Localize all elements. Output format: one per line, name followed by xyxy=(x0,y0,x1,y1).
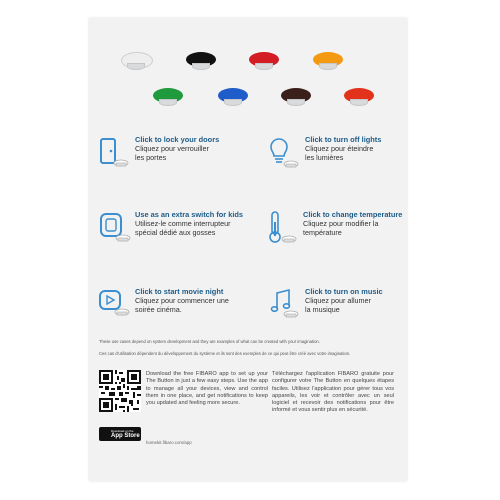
download-text-fr: Téléchargez l'application FIBARO gratuite pour configurer votre The Button en quelques étapes faciles. Utilisez l'application pour gérer tous vos appareils, les voir et contrôler avec un seul logiciel et recevoir des notifications pour être informé et vous sentir plus en sécurité. xyxy=(272,371,394,414)
feature-title: Use as an extra switch for kids xyxy=(135,210,244,219)
lightbulb-icon xyxy=(269,135,303,175)
button-base xyxy=(127,63,145,70)
feature-description: Cliquez pour allumer la musique xyxy=(305,296,371,314)
button-green xyxy=(153,88,183,108)
feature-title: Click to turn off lights xyxy=(305,135,382,144)
switch-icon xyxy=(99,210,133,250)
feature-title: Click to change temperature xyxy=(303,210,403,219)
button-white xyxy=(121,52,151,72)
button-base xyxy=(319,63,337,70)
qr-code[interactable] xyxy=(99,370,141,412)
door-icon xyxy=(99,135,133,175)
button-base xyxy=(350,99,368,106)
button-base xyxy=(224,99,242,106)
feature-description: Cliquez pour commencer une soirée cinéma. xyxy=(135,296,229,314)
disclaimer-fr: Ces cas d'utilisation dépendent du développement du système et ils sont des exemples de ce qui peut être créé avec votre imagination. xyxy=(99,351,351,356)
feature-description: Cliquez pour éteindre les lumières xyxy=(305,144,374,162)
feature-description: Cliquez pour verrouiller les portes xyxy=(135,144,209,162)
feature-description: Utilisez-le comme interrupteur spécial dédié aux gosses xyxy=(135,219,231,237)
button-black xyxy=(186,52,216,72)
button-base xyxy=(192,63,210,70)
feature-title: Click to lock your doors xyxy=(135,135,220,144)
app-store-label: App Store xyxy=(111,433,140,439)
button-red xyxy=(249,52,279,72)
button-base xyxy=(159,99,177,106)
music-note-icon xyxy=(269,287,303,327)
feature-title: Click to turn on music xyxy=(305,287,383,296)
feature-title: Click to start movie night xyxy=(135,287,224,296)
button-blue xyxy=(218,88,248,108)
button-base xyxy=(287,99,305,106)
disclaimer-en: These use cases depend on system development and they are examples of what can be created with your imagination. xyxy=(99,339,320,344)
button-red-orange xyxy=(344,88,374,108)
app-url[interactable]: homekit.fibaro.com/app xyxy=(146,440,192,445)
feature-description: Cliquez pour modifier la température xyxy=(303,219,379,237)
download-text-en: Download the free FIBARO app to set up your The Button in just a few easy steps. Use the app to manage all your devices, view and control them in one place, and get notifications to keep you updated and feeling more secure. xyxy=(146,371,268,407)
thermometer-icon xyxy=(267,210,301,250)
app-store-small-label: Download on the xyxy=(111,429,134,433)
app-store-badge[interactable] xyxy=(99,427,141,441)
play-icon xyxy=(99,287,133,327)
button-orange xyxy=(313,52,343,72)
button-base xyxy=(255,63,273,70)
button-brown xyxy=(281,88,311,108)
